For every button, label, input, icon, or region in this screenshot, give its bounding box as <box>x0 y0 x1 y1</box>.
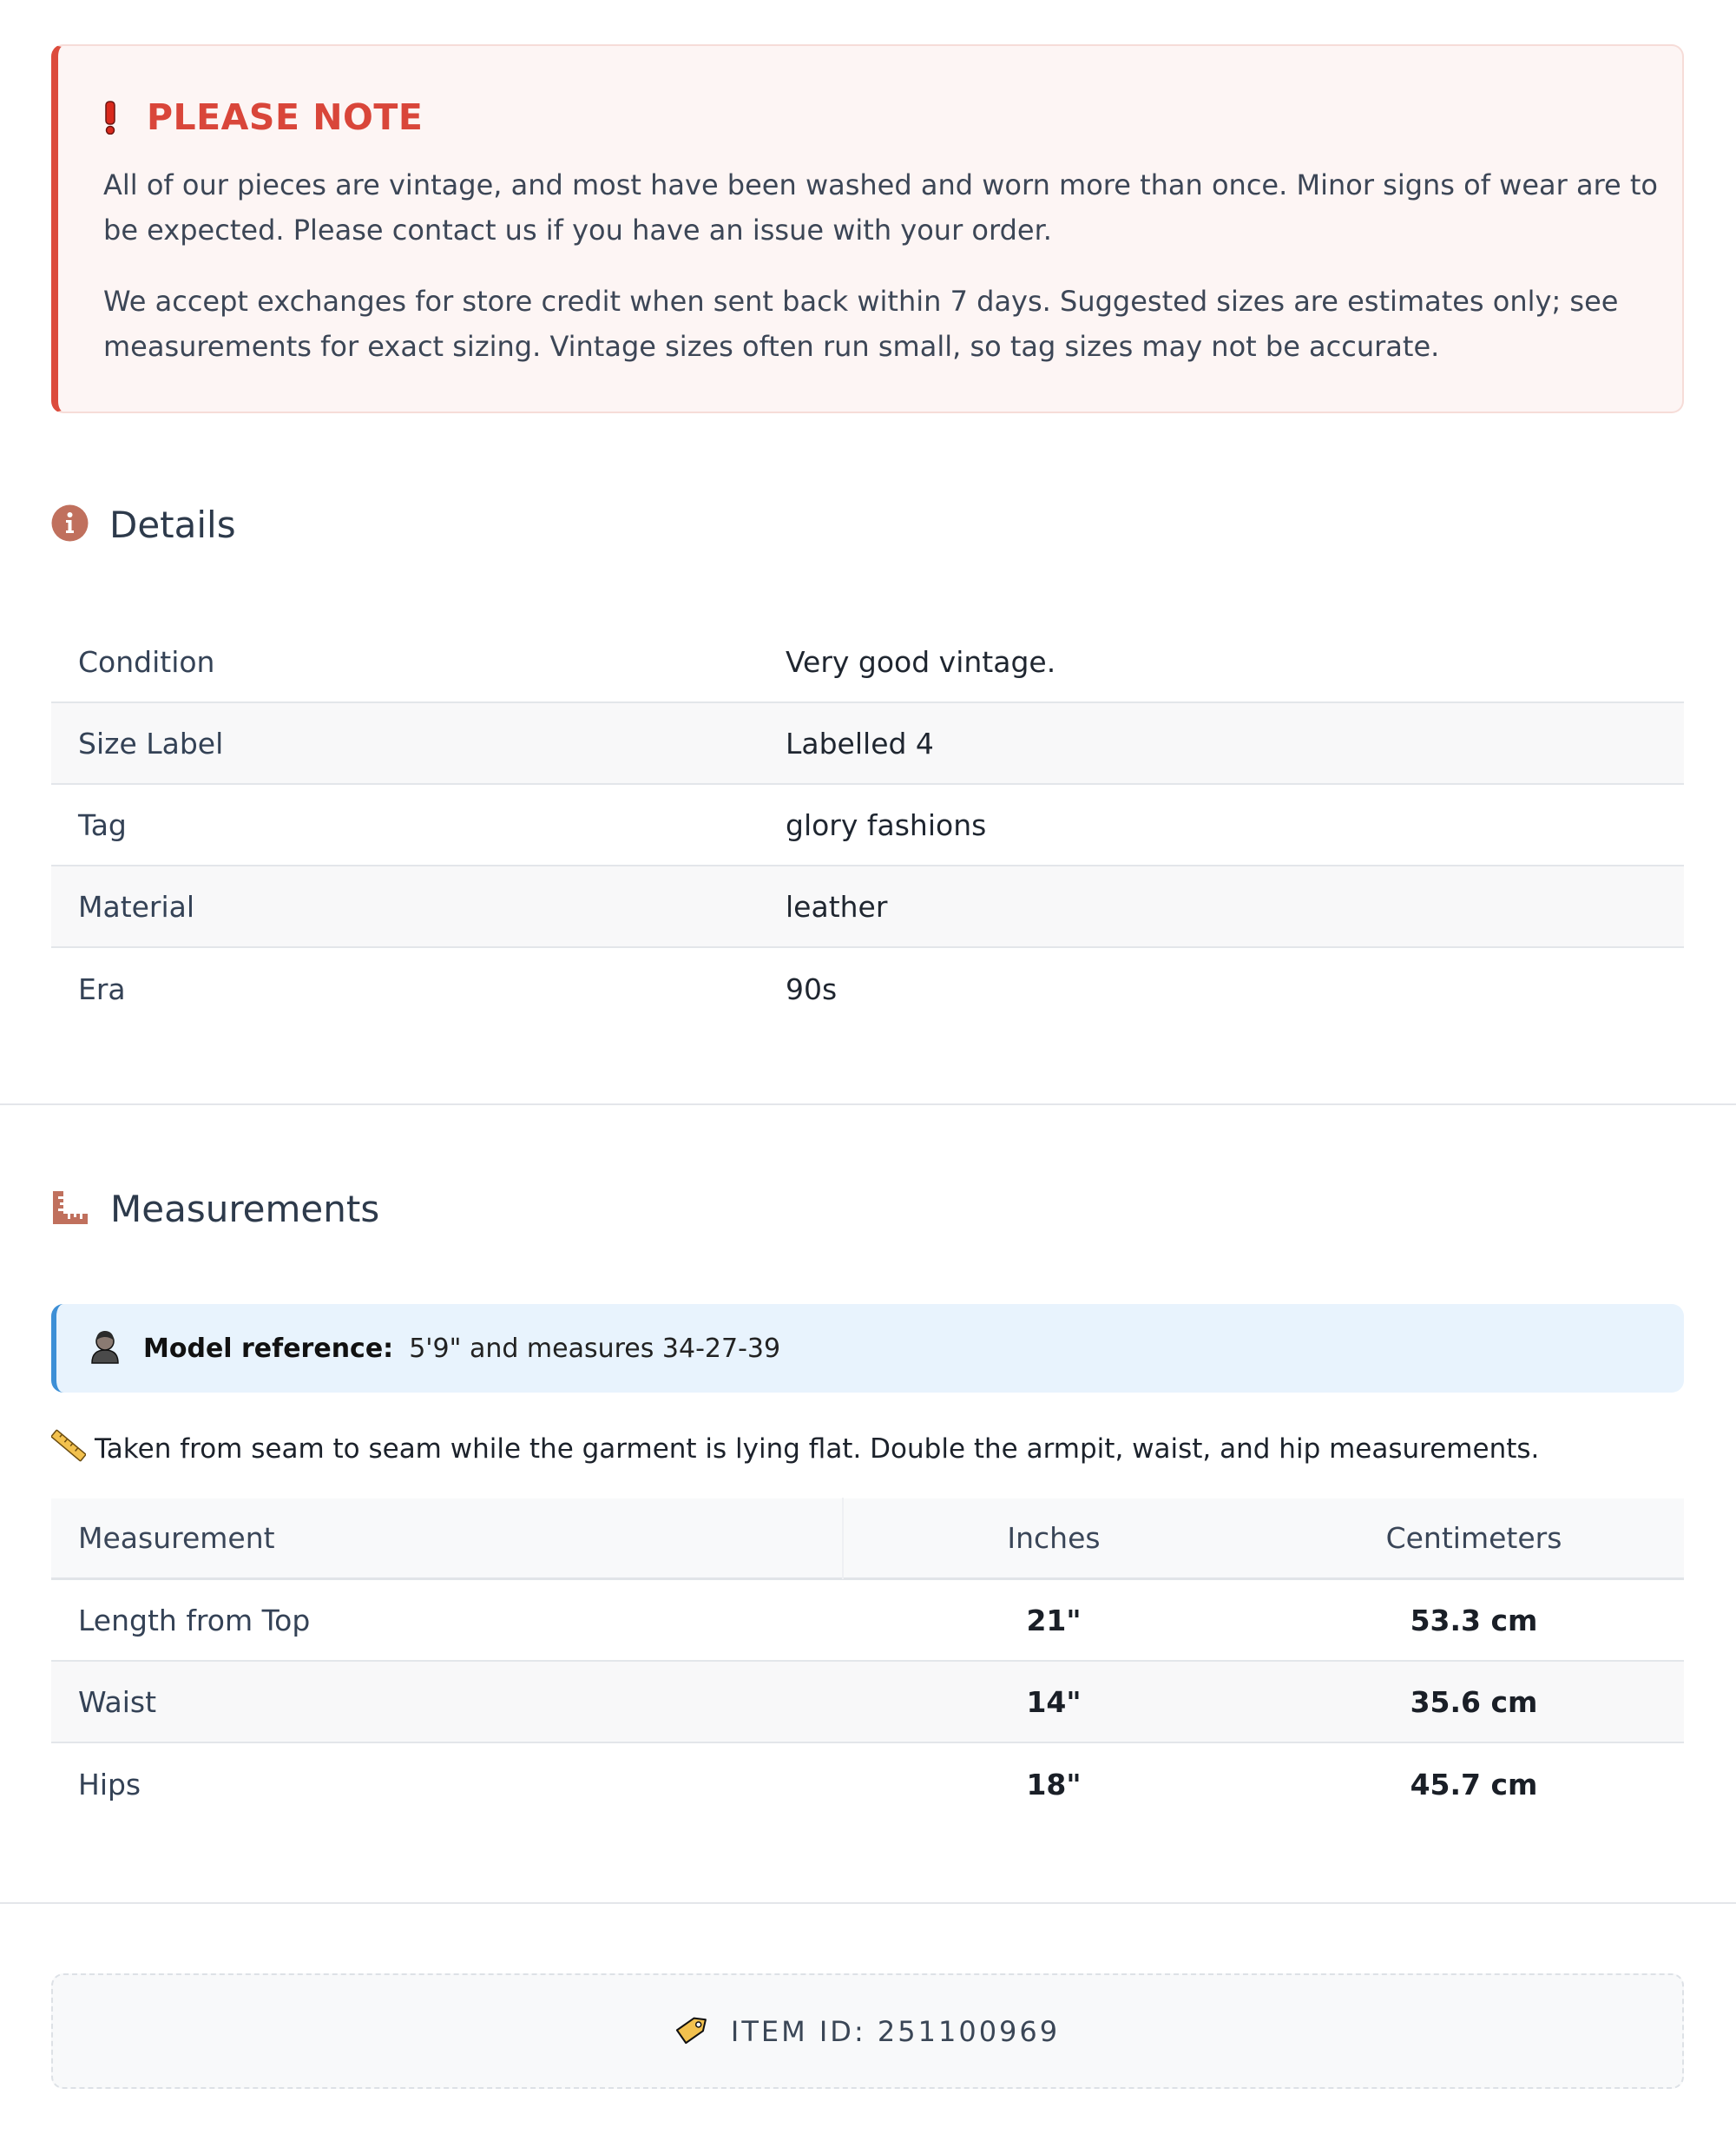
exclamation-icon <box>103 100 138 135</box>
notice-title: PLEASE NOTE <box>147 96 424 138</box>
measurement-cm: 53.3 cm <box>1410 1603 1538 1637</box>
detail-value: Labelled 4 <box>786 726 934 761</box>
model-reference-value: 5'9" and measures 34-27-39 <box>409 1333 781 1364</box>
measurement-inches: 18" <box>1026 1767 1082 1801</box>
model-reference-label: Model reference: <box>143 1333 394 1364</box>
hint-text: Taken from seam to seam while the garment is lying flat. Double the armpit, waist, and hip measurements. <box>95 1433 1540 1465</box>
measurement-name: Waist <box>78 1684 157 1719</box>
measurements-heading <box>51 1188 379 1230</box>
table-row <box>51 866 1684 948</box>
pencil-ruler-icon <box>51 1428 86 1470</box>
notice-paragraph: We accept exchanges for store credit when sent back within 7 days. Suggested sizes are estimates only; see measurements for exact sizing. Vintage sizes often run small, so tag sizes may not be accurate. <box>103 285 1619 363</box>
table-row <box>51 1580 1684 1662</box>
notice-paragraph: All of our pieces are vintage, and most have been washed and worn more than once. Minor signs of wear are to be expected. Please contact us if you have an issue with your order. <box>103 168 1658 247</box>
tag-icon <box>675 2010 712 2053</box>
item-id-text: ITEM ID: 251100969 <box>730 2014 1061 2048</box>
table-row <box>51 1662 1684 1743</box>
detail-label: Era <box>78 971 126 1006</box>
measurement-hint <box>51 1428 1539 1470</box>
detail-value: leather <box>786 889 888 924</box>
table-row <box>51 622 1684 703</box>
table-header <box>51 1498 1684 1580</box>
detail-label: Tag <box>78 807 127 842</box>
measurement-name: Length from Top <box>78 1603 311 1637</box>
table-row <box>51 785 1684 866</box>
section-title: Details <box>109 504 236 546</box>
model-reference <box>51 1304 1684 1393</box>
column-header: Centimeters <box>1385 1521 1562 1555</box>
detail-label: Size Label <box>78 726 224 761</box>
measurement-inches: 14" <box>1026 1684 1082 1719</box>
details-heading <box>51 504 236 546</box>
measurements-table <box>51 1498 1684 1825</box>
detail-label: Material <box>78 889 195 924</box>
notice-header <box>103 91 1682 143</box>
section-divider <box>0 1902 1736 1904</box>
measurement-name: Hips <box>78 1767 141 1801</box>
section-divider <box>0 1103 1736 1105</box>
detail-value: Very good vintage. <box>786 644 1056 679</box>
notice-box <box>51 44 1684 413</box>
detail-value: glory fashions <box>786 807 987 842</box>
detail-value: 90s <box>786 971 838 1006</box>
column-header: Inches <box>1007 1521 1101 1555</box>
table-row <box>51 948 1684 1030</box>
measurement-cm: 35.6 cm <box>1410 1684 1538 1719</box>
measurement-inches: 21" <box>1026 1603 1082 1637</box>
column-header: Measurement <box>51 1498 844 1579</box>
measurement-cm: 45.7 cm <box>1410 1767 1538 1801</box>
info-icon <box>51 504 89 545</box>
table-row <box>51 1743 1684 1825</box>
person-icon <box>89 1329 121 1367</box>
section-title: Measurements <box>110 1188 380 1230</box>
table-row <box>51 703 1684 785</box>
ruler-icon <box>51 1189 89 1229</box>
details-table <box>51 622 1684 1030</box>
item-id-box <box>51 1973 1684 2089</box>
detail-label: Condition <box>78 644 215 679</box>
